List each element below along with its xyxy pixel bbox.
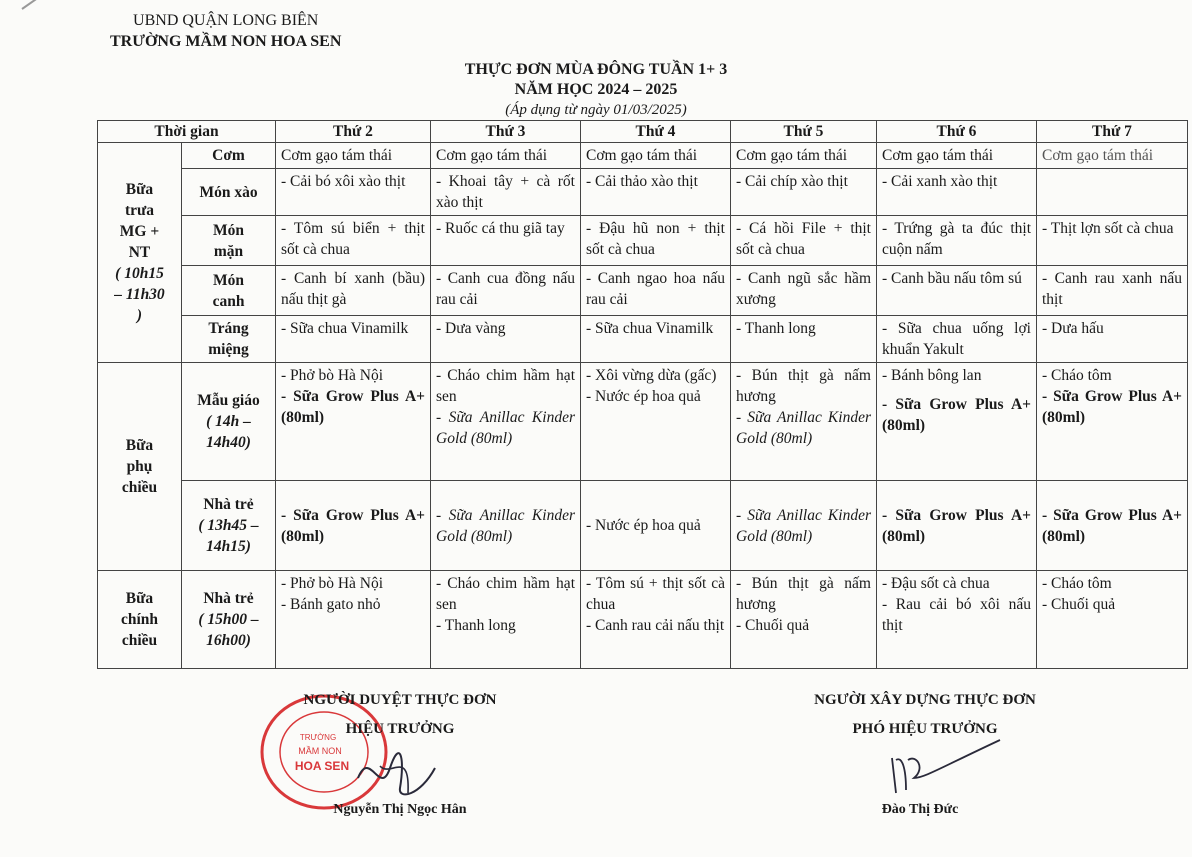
- text-line: - Đậu sốt cà chua: [882, 575, 990, 592]
- lunch-row: [98, 316, 1188, 363]
- seal-text: MẦM NON: [298, 746, 342, 756]
- dish-category: [182, 316, 276, 363]
- menu-cell: [731, 363, 877, 481]
- text-line: mặn: [213, 242, 244, 260]
- text-line: ( 14h –: [206, 413, 251, 430]
- text-line: - Bánh bông lan: [882, 367, 982, 384]
- text-line: - Cải chíp xào thịt: [736, 173, 848, 190]
- menu-cell: [877, 363, 1037, 481]
- day-header: Thứ 6: [877, 121, 1037, 143]
- menu-cell: [431, 481, 581, 571]
- text-line: chính: [120, 611, 159, 628]
- day-header: Thứ 4: [581, 121, 731, 143]
- menu-cell: [877, 316, 1037, 363]
- text-line: Bữa: [125, 181, 154, 198]
- text-line: - Sữa Grow Plus A+ (80ml): [1042, 506, 1182, 545]
- text-line: - Cháo tôm: [1042, 575, 1112, 592]
- group-label: Nhà trẻ: [203, 496, 254, 513]
- day-header: Thứ 2: [276, 121, 431, 143]
- lunch-row: [98, 143, 1188, 169]
- text-line: - Sữa chua Vinamilk: [586, 320, 714, 337]
- menu-cell: [431, 316, 581, 363]
- menu-cell: [581, 143, 731, 169]
- menu-cell: [1037, 143, 1188, 169]
- age-group: [182, 481, 276, 571]
- text-line: chiều: [121, 632, 158, 649]
- text-line: - Thanh long: [736, 320, 816, 337]
- text-line: Cơm: [212, 147, 245, 164]
- menu-cell: [1037, 481, 1188, 571]
- text-line: - Canh rau cải nấu thịt: [586, 617, 725, 634]
- text-line: - Thịt lợn sốt cà chua: [1042, 220, 1174, 237]
- text-line: - Canh rau xanh nấu thịt: [1042, 270, 1182, 308]
- menu-cell: [731, 571, 877, 669]
- snack-row: [98, 363, 1188, 481]
- text-line: - Sữa Grow Plus A+ (80ml): [882, 506, 1031, 545]
- menu-cell: [731, 316, 877, 363]
- menu-cell: [581, 571, 731, 669]
- text-line: - Cá hồi File + thịt sốt cà chua: [736, 220, 871, 258]
- text-line: - Bún thịt gà nấm hương: [736, 367, 871, 405]
- text-line: - Thanh long: [436, 617, 516, 634]
- approver-name: Nguyễn Thị Ngọc Hân: [333, 802, 467, 817]
- menu-cell: [276, 169, 431, 216]
- text-line: - Ruốc cá thu giã tay: [436, 220, 565, 237]
- text-line: Bữa: [125, 437, 154, 454]
- dinner-row: [98, 571, 1188, 669]
- text-line: phụ: [126, 458, 153, 475]
- day-header: Thứ 3: [431, 121, 581, 143]
- meal-dinner: [98, 571, 182, 669]
- menu-cell: [581, 316, 731, 363]
- dish-category: [182, 169, 276, 216]
- text-line: - Tôm sú + thịt sốt cà chua: [586, 575, 725, 613]
- menu-cell: [877, 571, 1037, 669]
- text-line: - Canh ngao hoa nấu rau cải: [586, 270, 725, 308]
- creator-title: NGƯỜI XÂY DỰNG THỰC ĐƠN: [814, 692, 1036, 708]
- menu-cell: [731, 216, 877, 266]
- approver-title: NGƯỜI DUYỆT THỰC ĐƠN: [303, 692, 497, 708]
- text-line: Cơm gạo tám thái: [436, 147, 548, 164]
- text-line: - Canh ngũ sắc hầm xương: [736, 270, 871, 308]
- menu-cell: [1037, 363, 1188, 481]
- age-group: [182, 571, 276, 669]
- text-line: - Phở bò Hà Nội: [281, 575, 384, 592]
- text-line: - Dưa vàng: [436, 320, 506, 337]
- text-line: ( 13h45 –: [198, 517, 259, 534]
- menu-cell: [276, 143, 431, 169]
- school-name: TRƯỜNG MẦM NON HOA SEN: [110, 33, 342, 50]
- menu-cell: [276, 216, 431, 266]
- text-line: - Rau cải bó xôi nấu thịt: [882, 596, 1031, 634]
- text-line: chiều: [121, 479, 158, 496]
- text-line: - Khoai tây + cà rốt xào thịt: [436, 173, 575, 211]
- menu-cell: [1037, 216, 1188, 266]
- text-line: - Chuối quả: [736, 617, 810, 634]
- day-header: Thứ 5: [731, 121, 877, 143]
- text-line: - Đậu hũ non + thịt sốt cà chua: [586, 220, 725, 258]
- text-line: - Phở bò Hà Nội: [281, 367, 384, 384]
- seal-text: TRƯỜNG: [299, 733, 337, 742]
- text-line: Món: [213, 221, 244, 239]
- approver-position: HIỆU TRƯỞNG: [345, 721, 455, 737]
- text-line: - Cháo tôm: [1042, 367, 1112, 384]
- text-line: Món: [213, 271, 244, 289]
- text-line: miệng: [208, 341, 249, 358]
- text-line: – 11h30: [114, 286, 165, 303]
- menu-cell: [731, 266, 877, 316]
- text-line: - Sữa Anillac Kinder Gold (80ml): [736, 409, 871, 447]
- menu-table: [97, 120, 1188, 669]
- menu-cell: [877, 481, 1037, 571]
- menu-cell: [431, 363, 581, 481]
- approver-block: [270, 686, 530, 744]
- text-line: ( 10h15: [115, 265, 164, 282]
- text-line: Cơm gạo tám thái: [281, 147, 393, 164]
- menu-cell: [431, 169, 581, 216]
- principal-signature: [350, 738, 440, 808]
- document-header: [110, 10, 341, 52]
- text-line: Cơm gạo tám thái: [736, 147, 848, 164]
- menu-cell: [581, 266, 731, 316]
- menu-title: THỰC ĐƠN MÙA ĐÔNG TUẦN 1+ 3: [464, 61, 728, 78]
- meal-snack: [98, 363, 182, 571]
- text-line: 16h00): [206, 632, 251, 649]
- menu-cell: [1037, 169, 1188, 216]
- menu-cell: [1037, 316, 1188, 363]
- menu-cell: [431, 143, 581, 169]
- menu-cell: [431, 266, 581, 316]
- text-line: - Sữa Grow Plus A+ (80ml): [1042, 388, 1182, 426]
- header-row: [98, 121, 1188, 143]
- text-line: - Sữa Anillac Kinder Gold (80ml): [436, 506, 575, 545]
- dish-category: [182, 216, 276, 266]
- seal-text: HOA SEN: [294, 759, 350, 773]
- meal-lunch: [98, 143, 182, 363]
- lunch-row: [98, 216, 1188, 266]
- menu-cell: [731, 143, 877, 169]
- text-line: 14h15): [206, 538, 251, 555]
- text-line: canh: [212, 292, 245, 310]
- vice-principal-signature: [880, 738, 1010, 798]
- text-line: 14h40): [206, 434, 251, 451]
- text-line: ): [136, 307, 143, 324]
- text-line: - Xôi vừng dừa (gấc): [586, 367, 717, 384]
- snack-row: [98, 481, 1188, 571]
- text-line: - Bánh gato nhỏ: [281, 596, 381, 613]
- text-line: - Canh cua đồng nấu rau cải: [436, 270, 575, 308]
- menu-cell: [431, 571, 581, 669]
- text-line: - Bún thịt gà nấm hương: [736, 575, 871, 613]
- creator-name: Đào Thị Đức: [881, 802, 959, 817]
- age-group: [182, 363, 276, 481]
- menu-cell: [1037, 266, 1188, 316]
- text-line: Tráng: [208, 320, 249, 337]
- menu-cell: [276, 316, 431, 363]
- dish-category: [182, 266, 276, 316]
- text-line: - Sữa chua uống lợi khuẩn Yakult: [882, 320, 1031, 358]
- menu-cell: [276, 481, 431, 571]
- text-line: - Cải xanh xào thịt: [882, 173, 998, 190]
- menu-cell: [877, 266, 1037, 316]
- menu-cell: [877, 216, 1037, 266]
- text-line: - Dưa hấu: [1042, 320, 1104, 337]
- menu-cell: [877, 169, 1037, 216]
- lunch-row: [98, 266, 1188, 316]
- time-header: Thời gian: [98, 121, 276, 143]
- menu-cell: [276, 571, 431, 669]
- text-line: Cơm gạo tám thái: [1042, 147, 1154, 164]
- menu-cell: [877, 143, 1037, 169]
- text-line: - Cải thảo xào thịt: [586, 173, 698, 190]
- text-line: - Nước ép hoa quả: [586, 517, 701, 534]
- menu-cell: [581, 216, 731, 266]
- text-line: - Tôm sú biển + thịt sốt cà chua: [281, 220, 425, 258]
- text-line: Bữa: [125, 590, 154, 607]
- text-line: - Canh bí xanh (bầu) nấu thịt gà: [281, 270, 425, 308]
- text-line: - Chuối quả: [1042, 596, 1116, 613]
- lunch-row: [98, 169, 1188, 216]
- text-line: - Sữa Anillac Kinder Gold (80ml): [436, 409, 575, 447]
- dish-category: [182, 143, 276, 169]
- text-line: - Sữa Grow Plus A+ (80ml): [281, 506, 425, 545]
- text-line: - Cải bó xôi xào thịt: [281, 173, 406, 190]
- text-line: - Sữa Grow Plus A+ (80ml): [281, 388, 425, 426]
- creator-block: [790, 686, 1060, 744]
- district-name: UBND QUẬN LONG BIÊN: [133, 12, 319, 29]
- text-line: - Trứng gà ta đúc thịt cuộn nấm: [882, 220, 1031, 258]
- text-line: - Sữa chua Vinamilk: [281, 320, 409, 337]
- text-line: - Sữa Anillac Kinder Gold (80ml): [736, 506, 871, 545]
- menu-cell: [581, 169, 731, 216]
- menu-cell: [276, 266, 431, 316]
- text-line: Cơm gạo tám thái: [882, 147, 994, 164]
- menu-cell: [276, 363, 431, 481]
- school-year: NĂM HỌC 2024 – 2025: [514, 81, 678, 98]
- text-line: trưa: [124, 202, 155, 219]
- document-title: [0, 60, 1192, 120]
- menu-cell: [731, 169, 877, 216]
- group-label: Nhà trẻ: [203, 590, 254, 607]
- applied-date: (Áp dụng từ ngày 01/03/2025): [505, 102, 687, 118]
- creator-position: PHÓ HIỆU TRƯỞNG: [852, 721, 998, 737]
- text-line: - Nước ép hoa quả: [586, 388, 701, 405]
- menu-cell: [1037, 571, 1188, 669]
- menu-cell: [581, 363, 731, 481]
- text-line: MG +: [119, 223, 160, 240]
- text-line: NT: [128, 244, 151, 261]
- day-header: Thứ 7: [1037, 121, 1188, 143]
- pen-mark: [21, 0, 52, 10]
- text-line: - Cháo chim hầm hạt sen: [436, 575, 575, 613]
- menu-cell: [731, 481, 877, 571]
- text-line: - Canh bầu nấu tôm sú: [882, 270, 1022, 287]
- menu-cell: [581, 481, 731, 571]
- text-line: Món xào: [199, 183, 258, 201]
- menu-cell: [431, 216, 581, 266]
- text-line: ( 15h00 –: [198, 611, 259, 628]
- group-label: Mẫu giáo: [197, 392, 260, 409]
- text-line: - Sữa Grow Plus A+ (80ml): [882, 396, 1031, 434]
- text-line: Cơm gạo tám thái: [586, 147, 698, 164]
- text-line: - Cháo chim hầm hạt sen: [436, 367, 575, 405]
